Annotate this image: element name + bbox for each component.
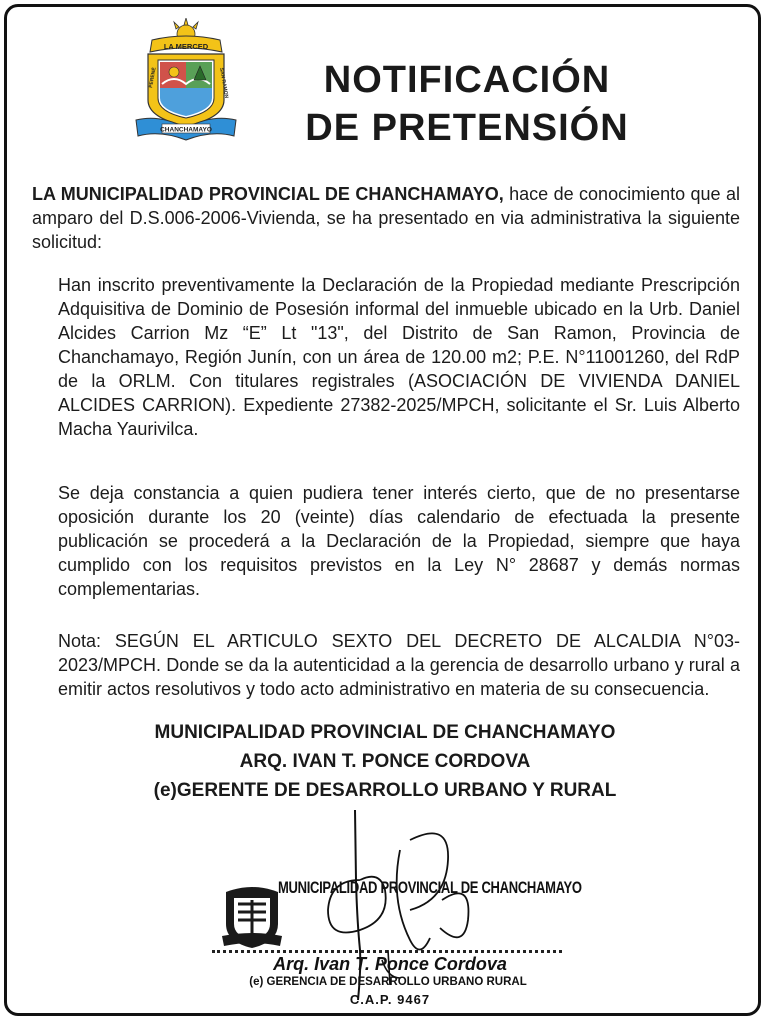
official-stamp [210,810,582,1015]
crest-top-text: LA MERCED [163,42,209,51]
crest-left-text: PERENÉ [148,67,158,89]
intro-paragraph [32,182,740,254]
crest-right-text: SAN RAMON [218,67,230,99]
paragraph-inscription: Han inscrito preventivamente la Declaración de la Propiedad mediante Prescripción Adquisitiva de Dominio de Posesión informal del inmueble ubicado en la Urb. Daniel Alcides Carrion Mz “E” Lt "13", del Distrito de San Ramon, Provincia de Chanchamayo, Región Junín, con un área de 120.00 m2; P.E. N°11001260, del RdP de la ORLM. Con titulares registrales (ASOCIACIÓN DE VIVIENDA DANIEL ALCIDES CARRION). Expediente 27382-2025/MPCH, solicitante el Sr. Luis Alberto Macha Yaurivilca. [58,275,740,439]
signature-name: ARQ. IVAN T. PONCE CORDOVA [239,751,531,772]
intro-rest: hace de conocimiento que al amparo del D.S.006-2006-Vivienda, se ha presentado en via administrativa la siguiente solicitud: [32,184,740,252]
municipal-crest-logo [130,18,242,142]
crest-bottom-text: CHANCHAMAYO [160,126,212,134]
paragraph-nota: Nota: SEGÚN EL ARTICULO SEXTO DEL DECRETO DE ALCALDIA N°03-2023/MPCH. Donde se da la autenticidad a la gerencia de desarrollo urbano y rural a emitir actos resolutivos y todo acto administrativo en materia de su consecuencia. [58,631,740,699]
stamp-name: Arq. Ivan T. Ponce Cordova [273,954,507,974]
title-line-1: NOTIFICACIÓN [323,59,611,101]
stamp-office: (e) GERENCIA DE DESARROLLO URBANO RURAL [249,976,527,988]
signature-title: (e)GERENTE DE DESARROLLO URBANO Y RURAL [153,780,617,801]
signature-block [60,718,710,805]
stamp-dotted-line [212,950,562,953]
notice-title [262,56,672,152]
signature-municipality: MUNICIPALIDAD PROVINCIAL DE CHANCHAMAYO [154,722,616,743]
stamp-seal-icon [220,880,284,950]
stamp-municipality: MUNICIPALIDAD PROVINCIAL DE CHANCHAMAYO [278,878,582,897]
intro-lead-municipality: LA MUNICIPALIDAD PROVINCIAL DE CHANCHAMAYO, [32,184,504,204]
stamp-cap-number: C.A.P. 9467 [349,992,431,1007]
title-line-2: DE PRETENSIÓN [305,107,629,149]
paragraph-constancia: Se deja constancia a quien pudiera tener interés cierto, que de no presentarse oposición durante los 20 (veinte) días calendario de efectuada la presente publicación se procederá a la Declaración de la Propiedad, siempre que haya cumplido con los requisitos previstos en la Ley N° 28687 y demás normas complementarias. [58,483,740,599]
